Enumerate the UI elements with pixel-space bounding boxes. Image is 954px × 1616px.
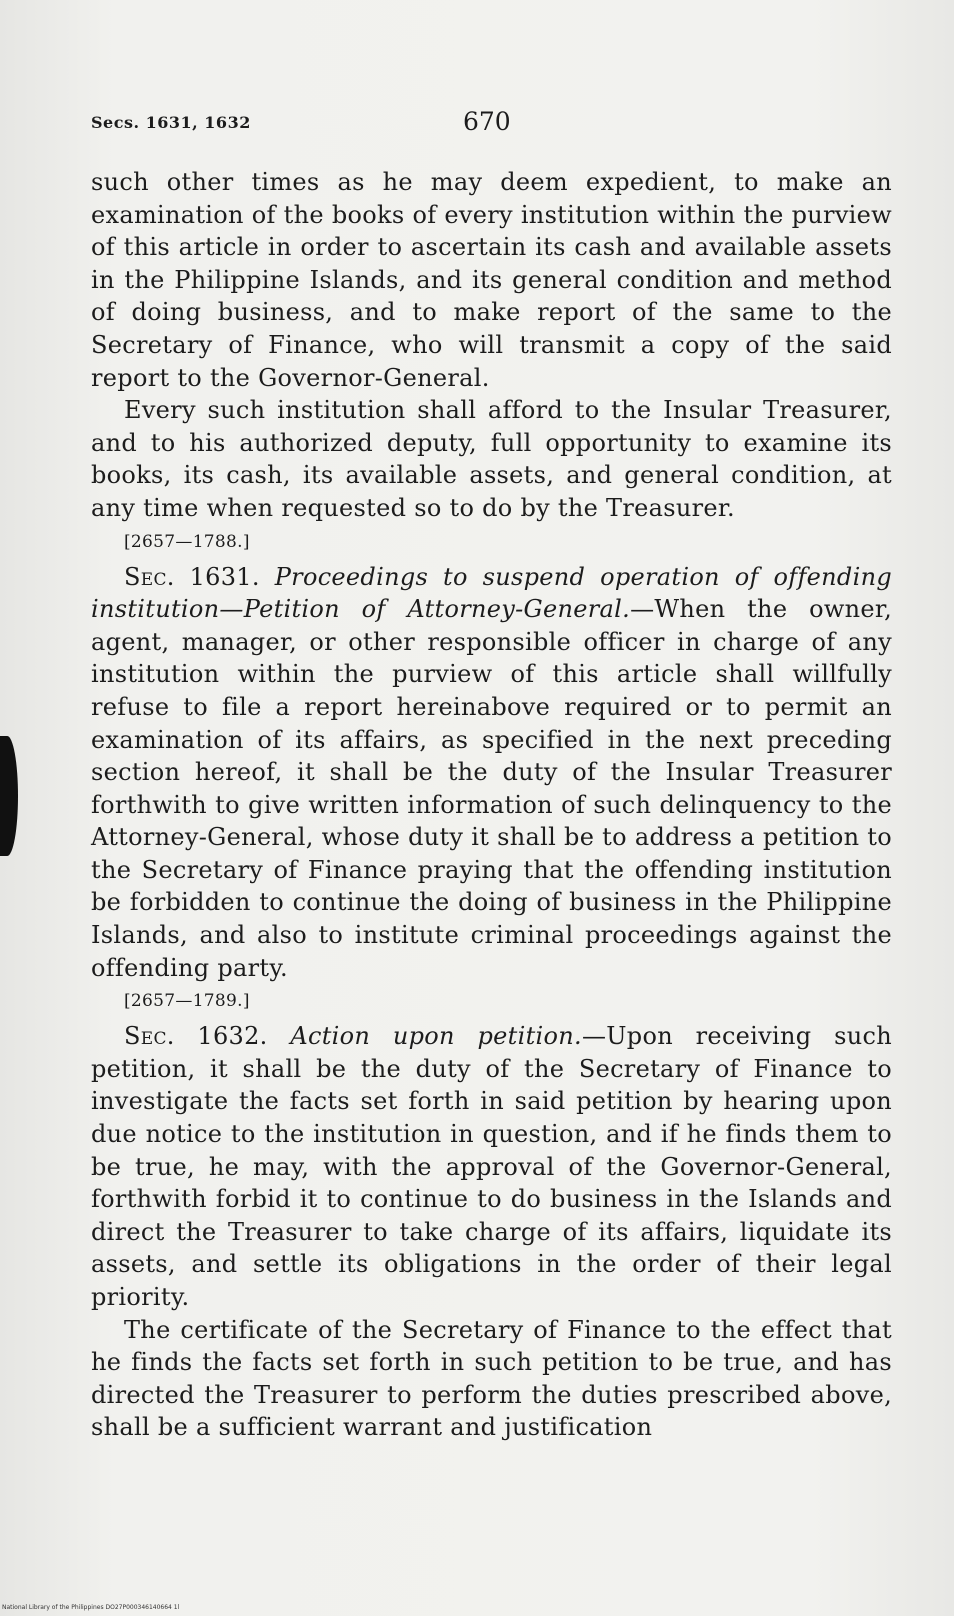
section-1632 bbox=[91, 1020, 892, 1313]
section-1631 bbox=[91, 561, 892, 985]
legislative-reference: [2657—1788.] bbox=[124, 531, 250, 552]
section-label: Sec. 1632. bbox=[124, 1022, 268, 1051]
paragraph-certificate: The certificate of the Secretary of Finance to the effect that he finds the facts set forth in such petition to be true, and has directed the Treasurer to perform the duties prescribed above, shall be a sufficient warrant and justification bbox=[91, 1315, 892, 1442]
paragraph-inspection: Every such institution shall afford to the Insular Treasurer, and to his authorized deputy, full opportunity to examine its books, its cash, its available assets, and general condition, at any time when requested so to do by the Treasurer. bbox=[91, 396, 892, 522]
section-body: —When the owner, agent, manager, or other responsible officer in charge of any institution within the purview of this article shall willfully refuse to file a report hereinabove required or to permit an examination of its affairs, as specified in the next preceding section hereof, it shall be the duty of the Insular Treasurer forthwith to give written information of such delinquency to the Attorney-General, whose duty it shall be to address a petition to the Secretary of Finance praying that the offending institution be forbidden to continue the doing of business in the Philippine Islands, and also to institute criminal proceedings against the offending party. bbox=[91, 595, 892, 982]
binding-shadow bbox=[0, 736, 18, 856]
section-label: Sec. 1631. bbox=[124, 562, 260, 591]
section-body: —Upon receiving such petition, it shall be the duty of the Secretary of Finance to investigate the facts set forth in said petition by hearing upon due notice to the institution in question, and if he finds them to be true, he may, with the approval of the Governor-General, forthwith forbid it to continue to do business in the Islands and direct the Treasurer to take charge of its affairs, liquidate its assets, and settle its obligations in the order of their legal priority. bbox=[91, 1022, 893, 1311]
legislative-reference: [2657—1789.] bbox=[124, 991, 250, 1012]
page-number: 670 bbox=[463, 107, 511, 136]
scan-footer: National Library of the Philippines DO27P000346140664 1l bbox=[2, 1604, 180, 1611]
body-text bbox=[91, 166, 892, 1444]
section-title: Proceedings to suspend operation of offending institution—Petition of Attorney-General. bbox=[91, 562, 892, 624]
paragraph-continued: such other times as he may deem expedient, to make an examination of the books of every institution within the purview of this article in order to ascertain its cash and available assets in the Philippine Islands, and its general condition and method of doing business, and to make report of the same to the Secretary of Finance, who will transmit a copy of the said report to the Governor-General. bbox=[91, 168, 892, 392]
section-range-header: Secs. 1631, 1632 bbox=[91, 113, 251, 132]
section-title: Action upon petition. bbox=[290, 1022, 582, 1051]
